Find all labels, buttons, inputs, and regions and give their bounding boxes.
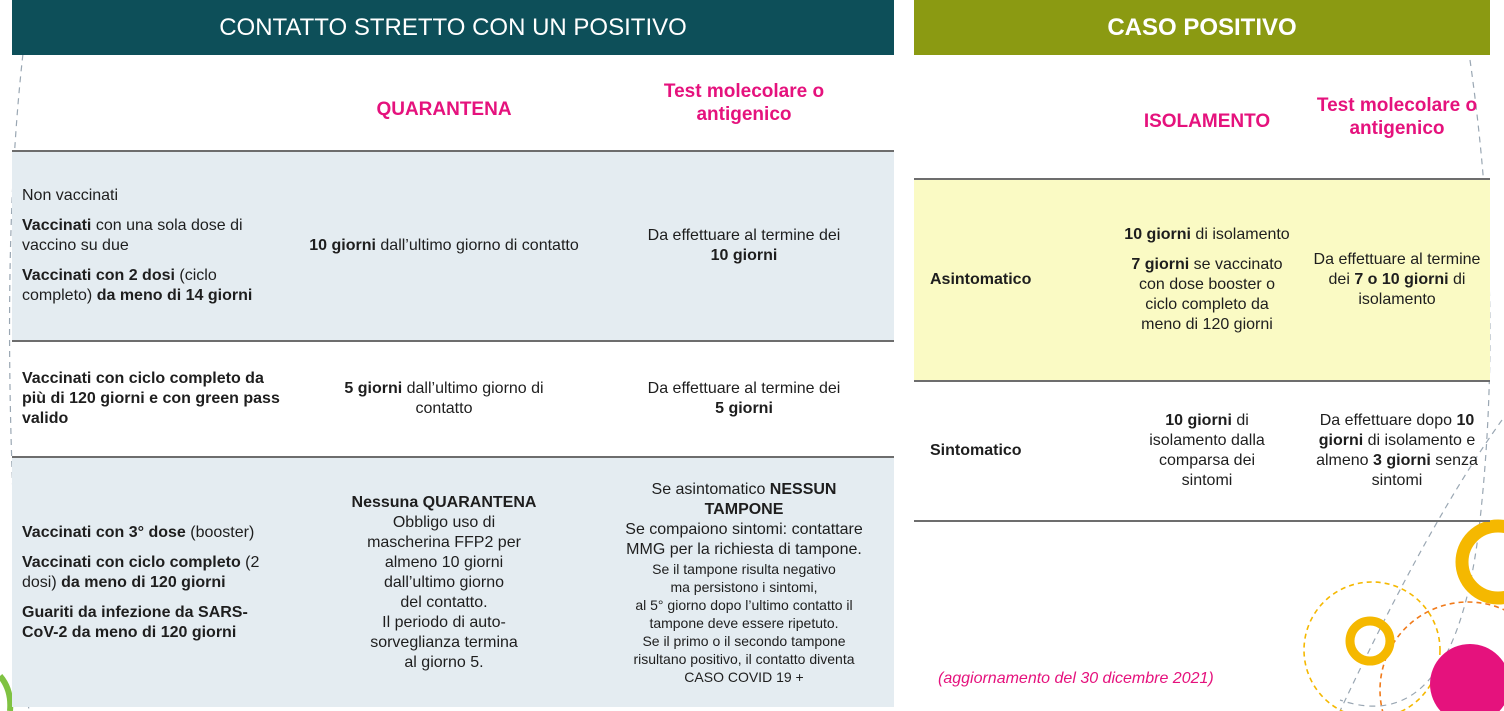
no-quarantine-line: dall’ultimo giorno [383, 573, 505, 591]
isolation-cell: 10 giorni di isolamento dalla comparsa dei sintomi [1149, 412, 1265, 489]
update-note: (aggiornamento del 30 dicembre 2021) [938, 670, 1214, 687]
isolation-item: 7 giorni se vaccinato con dose booster o ciclo completo da meno di 120 giorni [1131, 256, 1283, 333]
contact-header-category [12, 55, 294, 151]
no-quarantine-line: sorveglianza termina [370, 633, 518, 651]
test-line: risultano positivo, il contatto diventa [633, 650, 855, 667]
test-cell: Da effettuare al termine dei 10 giorni [594, 151, 894, 341]
test-cell [594, 457, 894, 707]
no-quarantine-line: mascherina FFP2 per [367, 533, 521, 551]
positive-table-header [914, 55, 1490, 179]
positive-header-test: Test molecolare o antigenico [1304, 55, 1490, 179]
positive-header-isolation: ISOLAMENTO [1110, 55, 1304, 179]
contact-panel [12, 0, 894, 707]
quarantine-cell: 10 giorni dall’ultimo giorno di contatto [294, 151, 594, 341]
quarantine-cell: 5 giorni dall’ultimo giorno di contatto [344, 380, 544, 417]
positive-panel-title: CASO POSITIVO [914, 0, 1490, 55]
contact-header-test: Test molecolare o antigenico [594, 55, 894, 151]
category-item: Non vaccinati [22, 187, 119, 204]
test-line: Se il primo o il secondo tampone [642, 632, 846, 649]
category-cell: Vaccinati con ciclo completo da più di 120 giorni e con green pass valido [22, 370, 280, 427]
test-cell: Da effettuare dopo 10 giorni di isolamento e almeno 3 giorni senza sintomi [1316, 412, 1478, 489]
positive-panel [914, 0, 1490, 522]
category-item: Guariti da infezione da SARS-CoV-2 da meno di 120 giorni [22, 603, 248, 641]
category-cell [12, 457, 294, 707]
test-line: al 5° giorno dopo l’ultimo contatto il [635, 596, 853, 613]
arc-green [0, 676, 10, 711]
category-item: Vaccinati con ciclo completo (2 dosi) da meno di 120 giorni [22, 553, 260, 591]
table-row [12, 341, 894, 457]
ring-gold-large [1462, 526, 1504, 598]
no-quarantine-line: Obbligo uso di [392, 513, 496, 531]
test-line: Se il tampone risulta negativo [652, 560, 836, 577]
test-cell: Da effettuare al termine dei 5 giorni [647, 380, 841, 417]
no-quarantine-line: al giorno 5. [404, 653, 484, 671]
category-cell: Asintomatico [914, 179, 1110, 381]
test-cell: Da effettuare al termine dei 7 o 10 giorni di isolamento [1304, 179, 1490, 381]
category-item: Vaccinati con 3° dose (booster) [22, 523, 255, 541]
test-lead: Se asintomatico NESSUN TAMPONE [651, 480, 837, 518]
dashed-circle-gold [1304, 582, 1440, 711]
test-line: CASO COVID 19 + [684, 668, 804, 685]
category-cell: Sintomatico [930, 442, 1022, 459]
no-quarantine-lead: Nessuna QUARANTENA [351, 493, 537, 511]
test-line: tampone deve essere ripetuto. [649, 614, 839, 631]
ring-gold-small [1350, 621, 1390, 661]
no-quarantine-line: Il periodo di auto- [382, 613, 506, 631]
disc-magenta [1430, 644, 1504, 711]
table-row [914, 179, 1490, 381]
category-item: Vaccinati con 2 dosi (ciclo completo) da meno di 14 giorni [22, 267, 253, 304]
test-line: ma persistono i sintomi, [670, 578, 818, 595]
category-cell [12, 151, 294, 341]
quarantine-cell [294, 457, 594, 707]
test-mid: Se compaiono sintomi: contattare MMG per la richiesta di tampone. [625, 520, 863, 558]
no-quarantine-line: almeno 10 giorni [384, 553, 504, 571]
no-quarantine-line: del contatto. [400, 593, 488, 611]
contact-panel-title: CONTATTO STRETTO CON UN POSITIVO [12, 0, 894, 55]
isolation-item: 10 giorni di isolamento [1124, 226, 1290, 243]
category-item: Vaccinati con una sola dose di vaccino su due [22, 217, 243, 254]
table-row [914, 381, 1490, 521]
table-row [12, 151, 894, 341]
positive-table [914, 55, 1490, 522]
contact-header-quarantine: QUARANTENA [294, 55, 594, 151]
table-row [12, 457, 894, 707]
positive-header-category [914, 55, 1110, 179]
isolation-cell [1110, 179, 1304, 381]
contact-table [12, 55, 894, 707]
contact-table-header [12, 55, 894, 151]
